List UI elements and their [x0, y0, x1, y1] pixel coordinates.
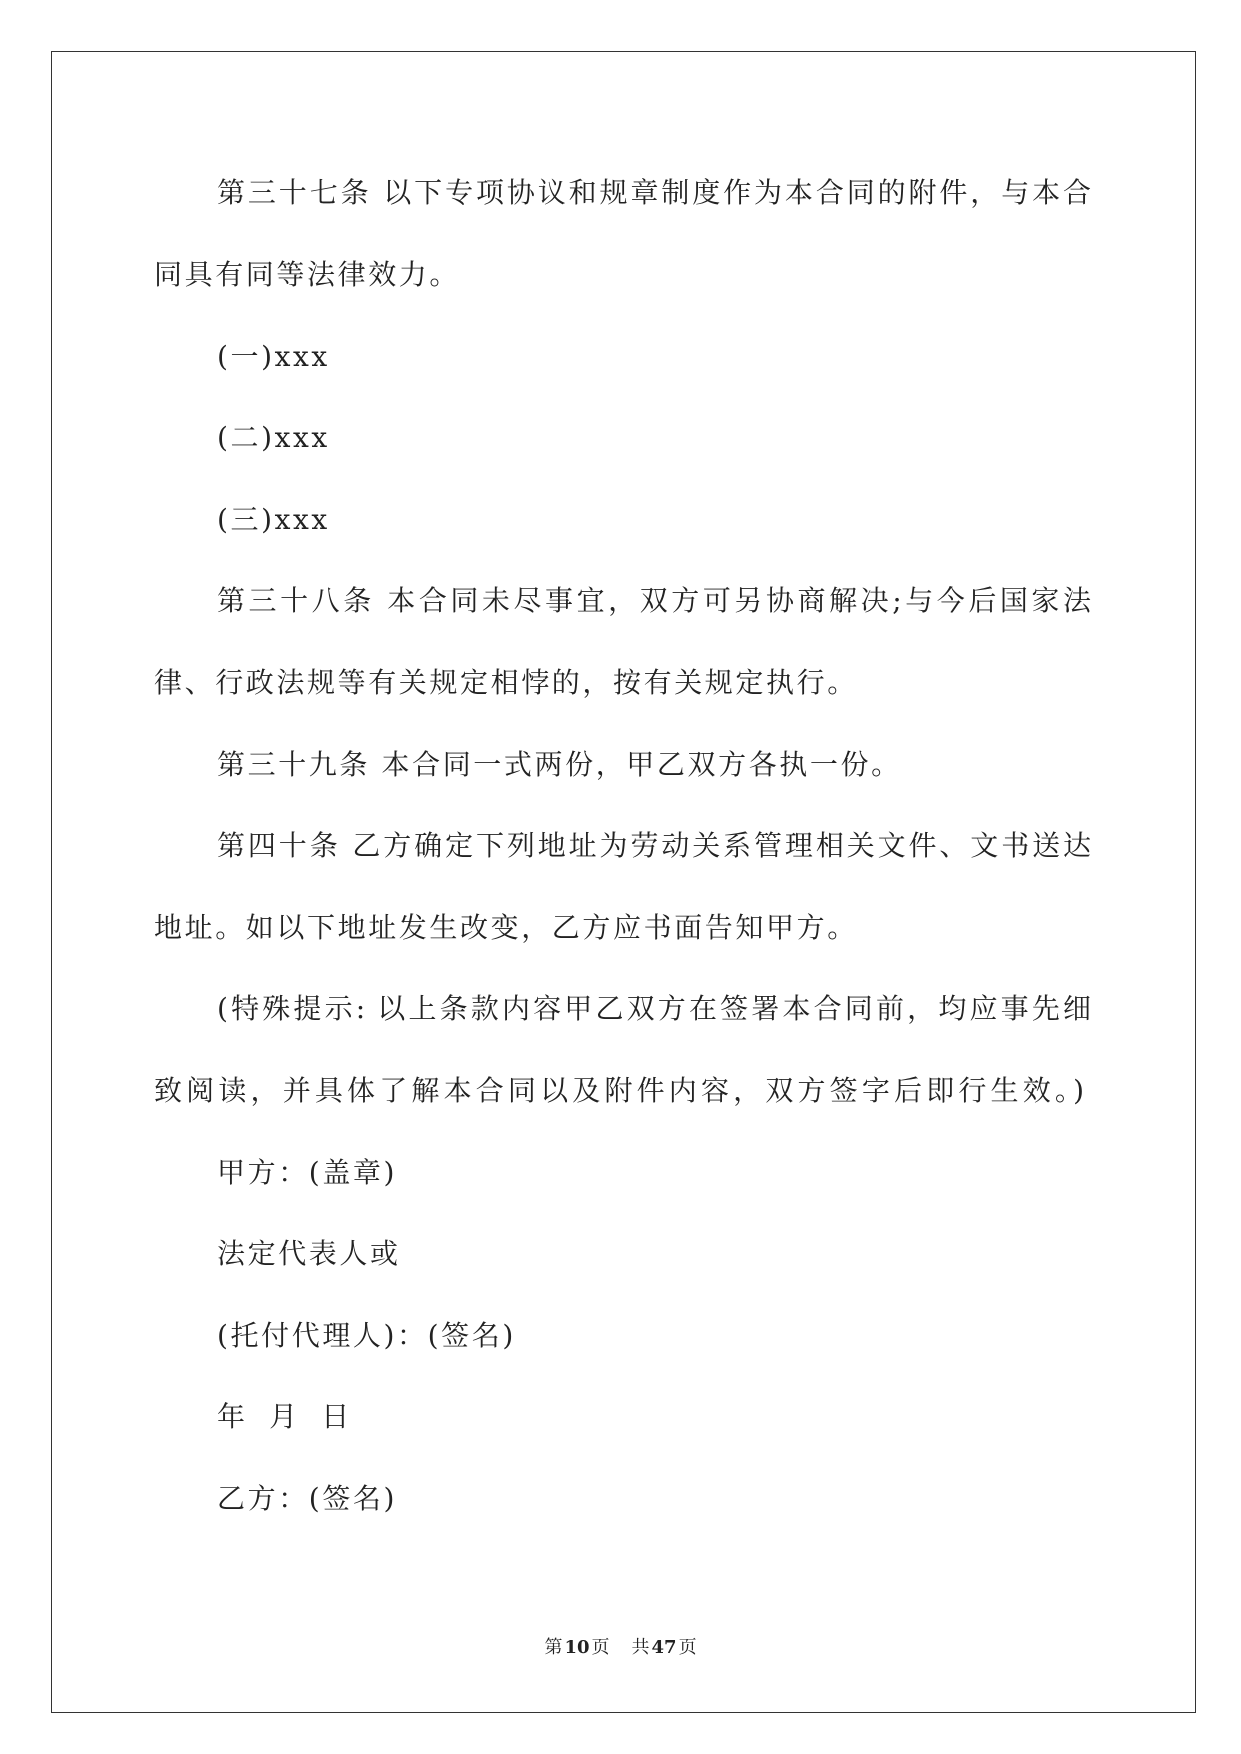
- attachment-item-2: (二)xxx: [217, 421, 330, 454]
- signature-date: 年 月 日: [217, 1400, 352, 1433]
- article-40-line-2: 地址。如以下地址发生改变，乙方应书面告知甲方。: [154, 911, 858, 944]
- special-notice-line-1: (特殊提示: 以上条款内容甲乙双方在签署本合同前，均应事先细: [217, 992, 1091, 1025]
- article-38-line-1: 第三十八条 本合同未尽事宜，双方可另协商解决;与今后国家法: [217, 584, 1091, 617]
- total-pages-number: 47: [651, 1637, 677, 1658]
- attachment-item-3: (三)xxx: [217, 503, 330, 536]
- footer-total-unit: 页: [678, 1637, 697, 1658]
- legal-representative-label: 法定代表人或: [217, 1237, 401, 1270]
- current-page-number: 10: [564, 1637, 590, 1658]
- authorized-agent-signature: (托付代理人)：(签名): [217, 1319, 516, 1352]
- article-39-line-1: 第三十九条 本合同一式两份，甲乙双方各执一份。: [217, 748, 902, 781]
- page-border: [51, 51, 1196, 1713]
- article-37-line-2: 同具有同等法律效力。: [154, 258, 461, 291]
- page-footer: [0, 1637, 1241, 1659]
- article-37-line-1: 第三十七条 以下专项协议和规章制度作为本合同的附件，与本合: [217, 176, 1091, 209]
- party-b-signature: 乙方：(签名): [217, 1482, 398, 1515]
- footer-total-prefix: 共: [631, 1637, 650, 1658]
- party-a-signature: 甲方：(盖章): [217, 1156, 398, 1189]
- special-notice-line-2: 致阅读，并具体了解本合同以及附件内容，双方签字后即行生效。): [154, 1074, 1084, 1107]
- attachment-item-1: (一)xxx: [217, 340, 330, 373]
- footer-prefix: 第: [544, 1637, 563, 1658]
- footer-page-unit: 页: [591, 1637, 610, 1658]
- article-38-line-2: 律、行政法规等有关规定相悖的，按有关规定执行。: [154, 666, 858, 699]
- article-40-line-1: 第四十条 乙方确定下列地址为劳动关系管理相关文件、文书送达: [217, 829, 1091, 862]
